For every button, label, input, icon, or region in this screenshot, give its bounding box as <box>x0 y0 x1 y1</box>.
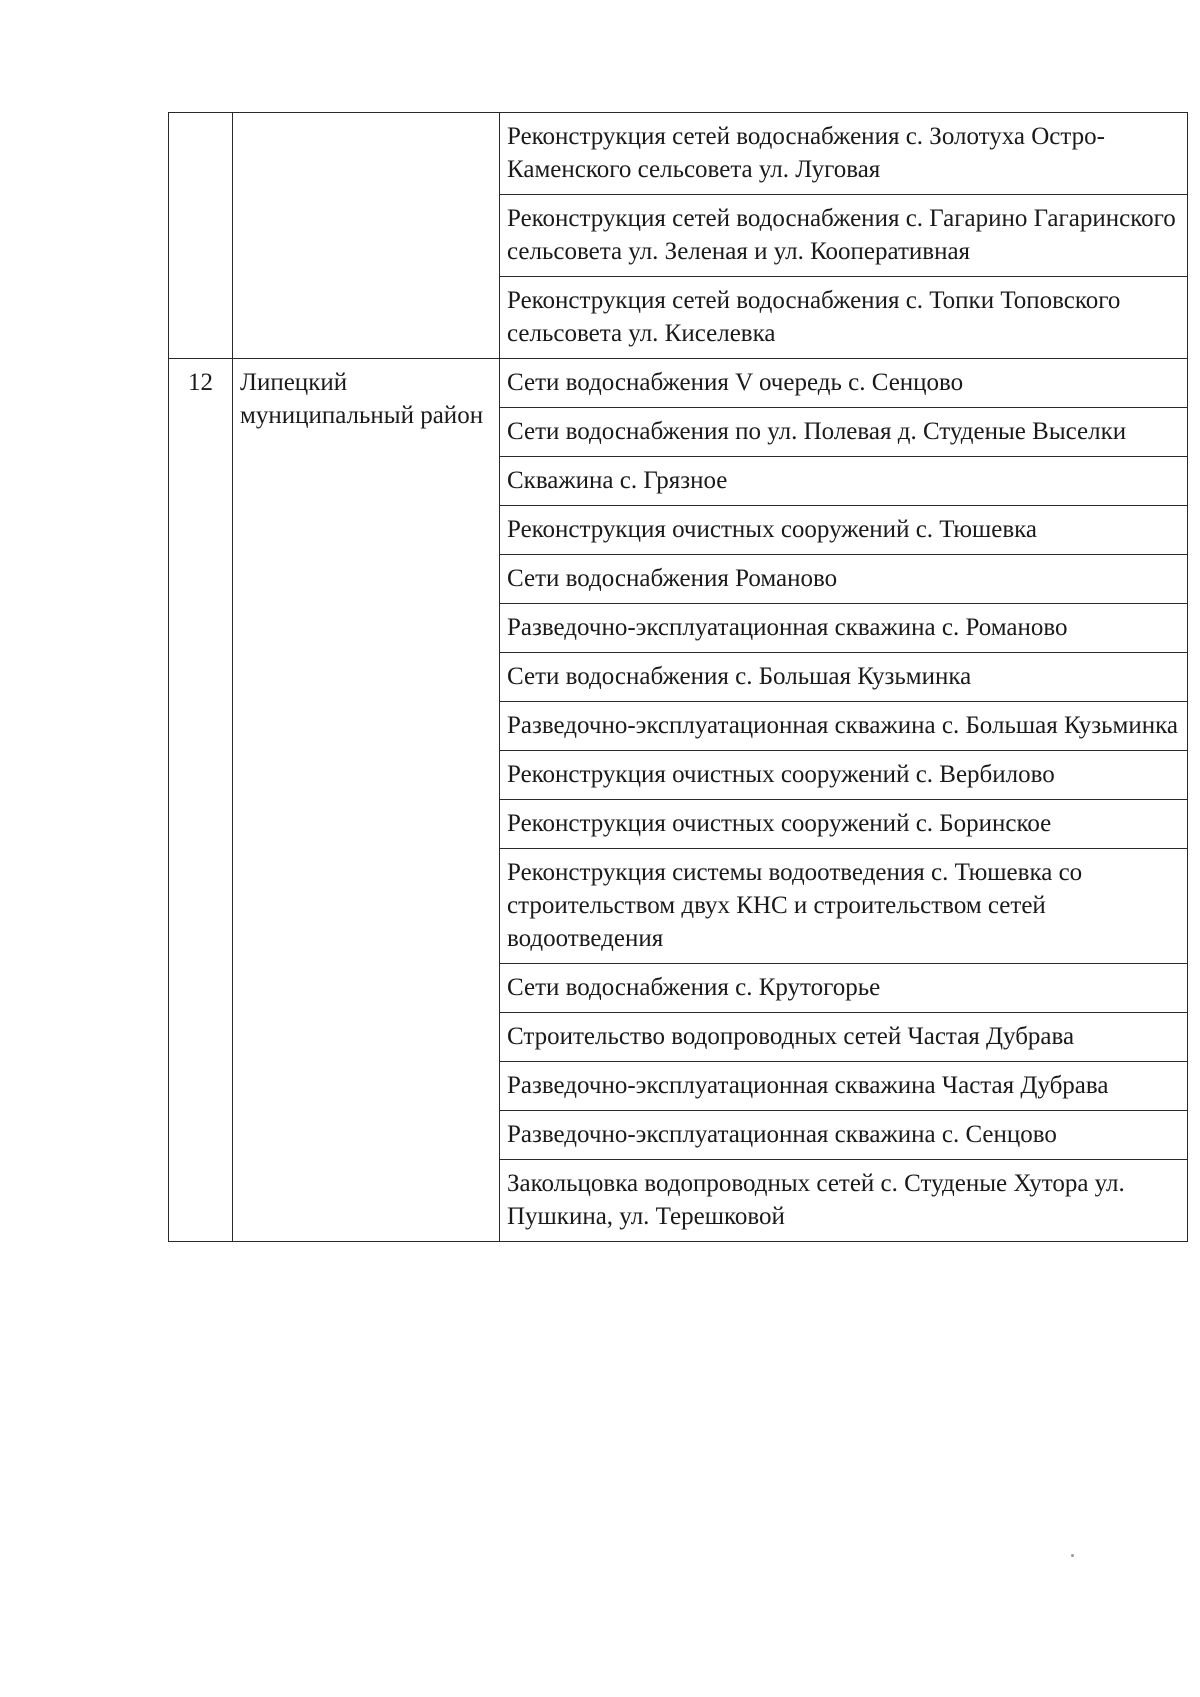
district-cell-blank <box>233 113 500 359</box>
object-cell: Сети водоснабжения с. Крутогорье <box>500 964 1188 1013</box>
object-cell: Сети водоснабжения с. Большая Кузьминка <box>500 653 1188 702</box>
object-cell: Реконструкция сетей водоснабжения с. Гагарино Гагаринского сельсовета ул. Зеленая и ул. Кооперативная <box>500 195 1188 277</box>
object-cell: Закольцовка водопроводных сетей с. Студеные Хутора ул. Пушкина, ул. Терешковой <box>500 1160 1188 1242</box>
object-cell: Реконструкция системы водоотведения с. Тюшевка со строительством двух КНС и строительством сетей водоотведения <box>500 849 1188 964</box>
object-cell: Реконструкция очистных сооружений с. Тюшевка <box>500 506 1188 555</box>
table-row <box>169 113 1188 195</box>
object-cell: Сети водоснабжения по ул. Полевая д. Студеные Выселки <box>500 408 1188 457</box>
scan-artifact-dot <box>1071 1554 1074 1557</box>
object-cell: Реконструкция сетей водоснабжения с. Золотуха Остро-Каменского сельсовета ул. Луговая <box>500 113 1188 195</box>
projects-table <box>168 112 1188 1242</box>
row-number: 12 <box>169 359 233 1242</box>
object-cell: Сети водоснабжения V очередь с. Сенцово <box>500 359 1188 408</box>
table-wrapper <box>168 112 1178 1242</box>
object-cell: Реконструкция очистных сооружений с. Вербилово <box>500 751 1188 800</box>
object-cell: Скважина с. Грязное <box>500 457 1188 506</box>
object-cell: Разведочно-эксплуатационная скважина с. Большая Кузьминка <box>500 702 1188 751</box>
object-cell: Реконструкция сетей водоснабжения с. Топки Топовского сельсовета ул. Киселевка <box>500 277 1188 359</box>
district-name: Липецкий муниципальный район <box>233 359 500 1242</box>
number-cell-blank <box>169 113 233 359</box>
object-cell: Строительство водопроводных сетей Частая Дубрава <box>500 1013 1188 1062</box>
object-cell: Реконструкция очистных сооружений с. Боринское <box>500 800 1188 849</box>
object-cell: Разведочно-эксплуатационная скважина с. Сенцово <box>500 1111 1188 1160</box>
table-row <box>169 359 1188 408</box>
object-cell: Разведочно-эксплуатационная скважина Частая Дубрава <box>500 1062 1188 1111</box>
object-cell: Сети водоснабжения Романово <box>500 555 1188 604</box>
object-cell: Разведочно-эксплуатационная скважина с. Романово <box>500 604 1188 653</box>
